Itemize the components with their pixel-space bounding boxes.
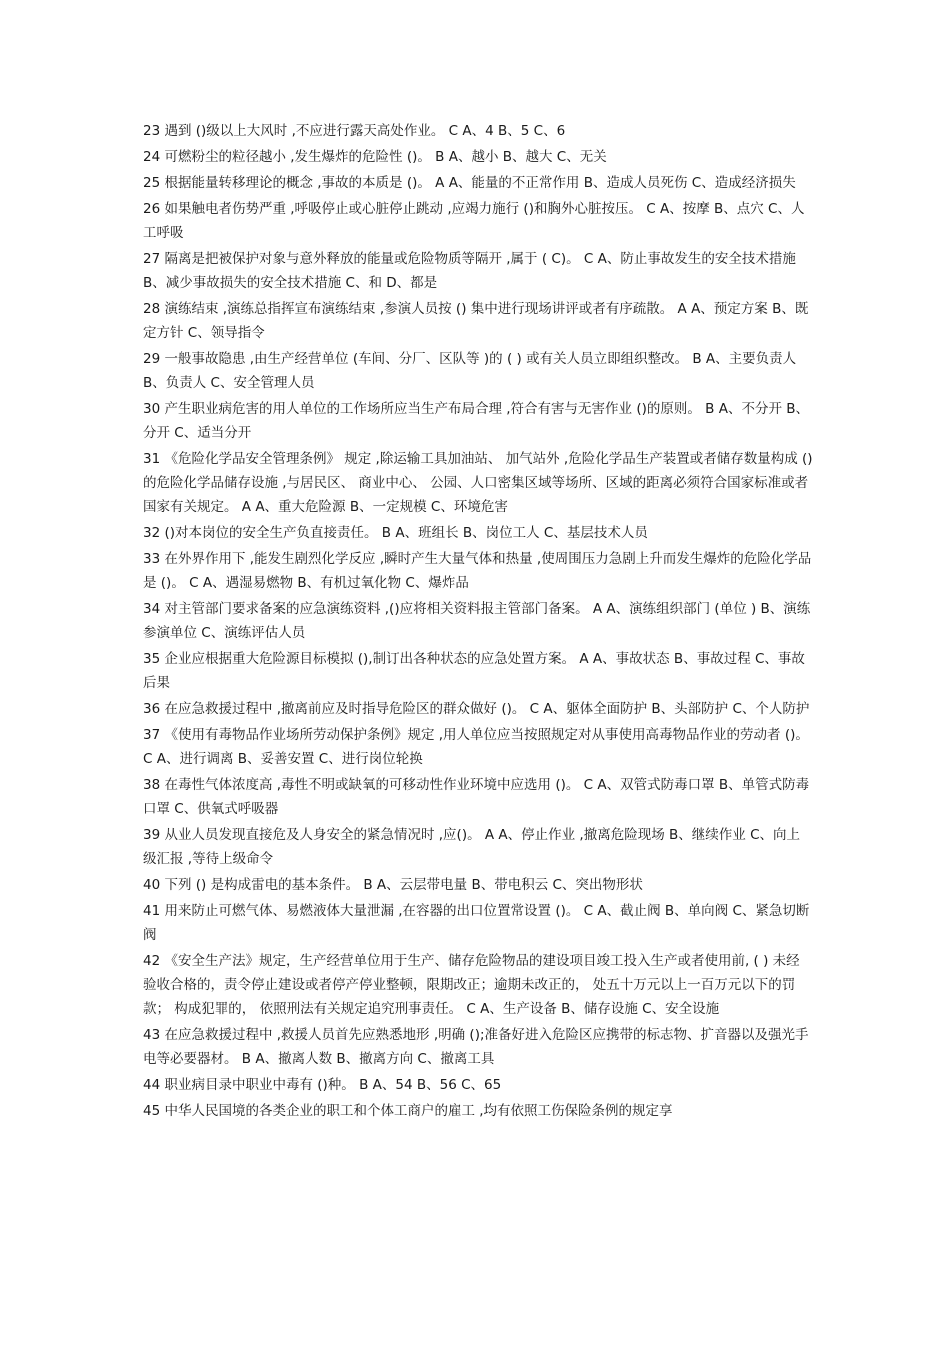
question-31: 31 《危险化学品安全管理条例》 规定 ,除运输工具加油站、 加气站外 ,危险化学品生产装置或者储存数量构成 ()的危险化学品储存设施 ,与居民区、 商业中心、 公园、人口密集区域等场所、区域的距离必须符合国家标准或者国家有关规定。 A A、重大危险源 B、一定规模 C、环境危害 <box>143 451 813 515</box>
question-40: 40 下列 () 是构成雷电的基本条件。 B A、云层带电量 B、带电积云 C、突出物形状 <box>143 877 643 893</box>
question-28: 28 演练结束 ,演练总指挥宣布演练结束 ,参演人员按 () 集中进行现场讲评或者有序疏散。 A A、预定方案 B、既定方针 C、领导指令 <box>143 301 809 341</box>
question-35: 35 企业应根据重大危险源目标模拟 (),制订出各种状态的应急处置方案。 A A、事故状态 B、事故过程 C、事故后果 <box>143 651 805 691</box>
question-43: 43 在应急救援过程中 ,救援人员首先应熟悉地形 ,明确 ();准备好进入危险区应携带的标志物、扩音器以及强光手电等必要器材。 B A、撤离人数 B、撤离方向 C、撤离工具 <box>143 1027 809 1067</box>
question-41: 41 用来防止可燃气体、易燃液体大量泄漏 ,在容器的出口位置常设置 ()。 C A、截止阀 B、单向阀 C、紧急切断阀 <box>143 903 810 943</box>
question-27: 27 隔离是把被保护对象与意外释放的能量或危险物质等隔开 ,属于 ( C)。 C A、防止事故发生的安全技术措施 B、减少事故损失的安全技术措施 C、和 D、都是 <box>143 251 796 291</box>
question-37: 37 《使用有毒物品作业场所劳动保护条例》规定 ,用人单位应当按照规定对从事使用高毒物品作业的劳动者 ()。 C A、进行调离 B、妥善安置 C、进行岗位轮换 <box>143 727 809 767</box>
question-list <box>143 119 813 1123</box>
question-45: 45 中华人民国境的各类企业的职工和个体工商户的雇工 ,均有依照工伤保险条例的规定享 <box>143 1103 673 1119</box>
question-23: 23 遇到 ()级以上大风时 ,不应进行露天高处作业。 C A、4 B、5 C、6 <box>143 123 566 139</box>
question-26: 26 如果触电者伤势严重 ,呼吸停止或心脏停止跳动 ,应竭力施行 ()和胸外心脏按压。 C A、按摩 B、点穴 C、人工呼吸 <box>143 201 805 241</box>
question-42: 42 《安全生产法》规定，生产经营单位用于生产、储存危险物品的建设项目竣工投入生产或者使用前, ( ) 未经验收合格的，责令停止建设或者停产停业整顿，限期改正；逾期未改正的， 处五十万元以上一百万元以下的罚款； 构成犯罪的， 依照刑法有关规定追究刑事责任。 C A、生产设备 B、储存设施 C、安全设施 <box>143 953 800 1017</box>
question-30: 30 产生职业病危害的用人单位的工作场所应当生产布局合理 ,符合有害与无害作业 ()的原则。 B A、不分开 B、分开 C、适当分开 <box>143 401 810 441</box>
question-38: 38 在毒性气体浓度高 ,毒性不明或缺氧的可移动性作业环境中应选用 ()。 C A、双管式防毒口罩 B、单管式防毒口罩 C、供氧式呼吸器 <box>143 777 810 817</box>
question-36: 36 在应急救援过程中 ,撤离前应及时指导危险区的群众做好 ()。 C A、躯体全面防护 B、头部防护 C、个人防护 <box>143 701 810 717</box>
question-29: 29 一般事故隐患 ,由生产经营单位 (车间、分厂、区队等 )的 ( ) 或有关人员立即组织整改。 B A、主要负责人 B、负责人 C、安全管理人员 <box>143 351 797 391</box>
question-25: 25 根据能量转移理论的概念 ,事故的本质是 ()。 A A、能量的不正常作用 B、造成人员死伤 C、造成经济损失 <box>143 175 796 191</box>
question-39: 39 从业人员发现直接危及人身安全的紧急情况时 ,应()。 A A、停止作业 ,撤离危险现场 B、继续作业 C、向上级汇报 ,等待上级命令 <box>143 827 800 867</box>
question-44: 44 职业病目录中职业中毒有 ()种。 B A、54 B、56 C、65 <box>143 1077 502 1093</box>
question-24: 24 可燃粉尘的粒径越小 ,发生爆炸的危险性 ()。 B A、越小 B、越大 C、无关 <box>143 149 607 165</box>
question-34: 34 对主管部门要求备案的应急演练资料 ,()应将相关资料报主管部门备案。 A A、演练组织部门 (单位 ) B、演练参演单位 C、演练评估人员 <box>143 601 811 641</box>
question-33: 33 在外界作用下 ,能发生剧烈化学反应 ,瞬时产生大量气体和热量 ,使周围压力急剧上升而发生爆炸的危险化学品是 ()。 C A、遇湿易燃物 B、有机过氧化物 C、爆炸品 <box>143 551 812 591</box>
question-32: 32 ()对本岗位的安全生产负直接责任。 B A、班组长 B、岗位工人 C、基层技术人员 <box>143 525 648 541</box>
